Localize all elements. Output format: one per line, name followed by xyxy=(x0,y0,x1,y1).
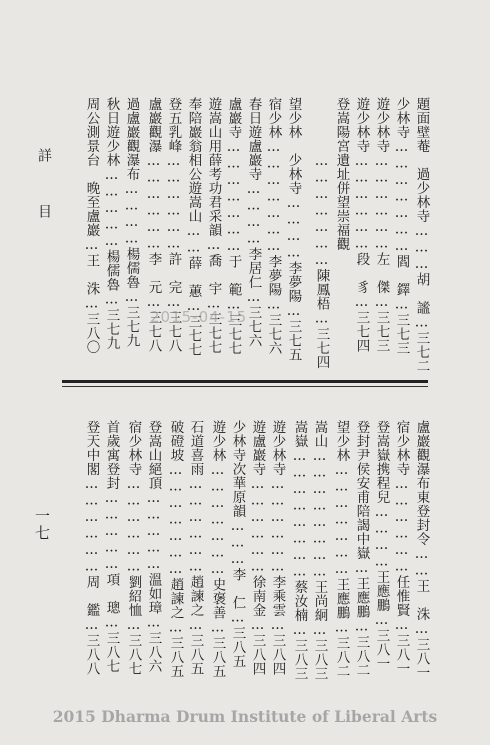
list-item: 少林寺…………………閻 鐸…三七三 xyxy=(393,97,410,355)
list-item: 遊少林寺………………左 傑…三七三 xyxy=(373,97,390,353)
list-item: …………………陳鳳梧…三七四 xyxy=(313,97,330,369)
list-item: 奉陪巖翁相公遊嵩山……薛 蕙…三七七 xyxy=(185,97,202,357)
list-item: 破磴坡…………………趙諫之…三八五 xyxy=(167,420,184,678)
list-item: 登五乳峰………………許 完…三七八 xyxy=(165,97,182,353)
page-number: 一七 xyxy=(33,508,51,542)
list-item: 登封尹侯安甫陪謁中嶽…王應鵬…三八二 xyxy=(353,420,370,677)
divider-rule-thin xyxy=(62,386,428,387)
list-item: 春日遊盧巖寺…………李居仁…三七六 xyxy=(245,97,262,348)
date-stamp: 2015-04-15 xyxy=(150,308,248,326)
list-item: 宿少林寺………………任惟賢…三八一 xyxy=(393,420,410,676)
list-item: 登天中閣………………周 鑑…三八八 xyxy=(83,420,100,676)
list-item: 首歲寓登封……………項 璁…三八七 xyxy=(103,420,120,673)
list-item: 題面壁菴 過少林寺………胡 謐…三七二 xyxy=(413,97,430,373)
divider-rule xyxy=(62,380,428,383)
list-item: 望少林…………………王應鵬…三八二 xyxy=(333,420,350,678)
list-item: 盧巖觀瀑………………李 元…三七八 xyxy=(145,97,162,353)
list-item: 登嵩嶽携程兒…………王應鵬…三八一 xyxy=(373,420,390,671)
list-item: 遊盧巖寺………………徐南金…三八四 xyxy=(249,420,266,676)
list-item: 遊嵩山用薛考功君采韻…喬 宇…三七七 xyxy=(205,97,222,354)
list-item: 登嵩山絕頂……………溫如璋…三八六 xyxy=(145,420,162,673)
section-title: 詳 目 xyxy=(36,148,52,232)
list-item: 盧巖觀瀑布東登封令……王 洙…三八一 xyxy=(413,420,430,680)
list-item: 遊少林…………………史褒善…三八五 xyxy=(209,420,226,678)
list-item: 秋日遊少林……………楊儒魯…三七九 xyxy=(103,97,120,350)
watermark-text: 2015 Dharma Drum Institute of Liberal Arts xyxy=(52,707,438,726)
list-item: 石道喜雨………………趙諫之…三八五 xyxy=(187,420,204,676)
list-item: 遊少林寺………………段 豸…三七四 xyxy=(353,97,370,353)
list-item: 宿少林…………………李夢陽…三七六 xyxy=(265,97,282,355)
list-item: 遊少林寺………………李乘雲…三八四 xyxy=(269,420,286,676)
list-item: 少林寺次華原韻………李 仁…三八五 xyxy=(229,420,246,668)
list-item: 望少林 少林寺…………李夢陽…三七五 xyxy=(285,97,302,362)
list-item: 嵩嶽……………………蔡汝楠…三八三 xyxy=(291,420,308,681)
list-item: 過盧巖觀瀑布…………楊儒魯…三七九 xyxy=(123,97,140,348)
list-item: 盧巖寺…………………于 範…三七七 xyxy=(225,97,242,355)
list-item: 周公測景台 晚至盧巖…王 洙…三八〇 xyxy=(83,97,100,354)
list-item: 嵩山……………………王尚絅…三八三 xyxy=(311,420,328,681)
list-item: 宿少林寺………………劉紹恤…三八七 xyxy=(125,420,142,676)
list-item: 登嵩陽宮遺址併望崇福觀 xyxy=(333,97,350,251)
